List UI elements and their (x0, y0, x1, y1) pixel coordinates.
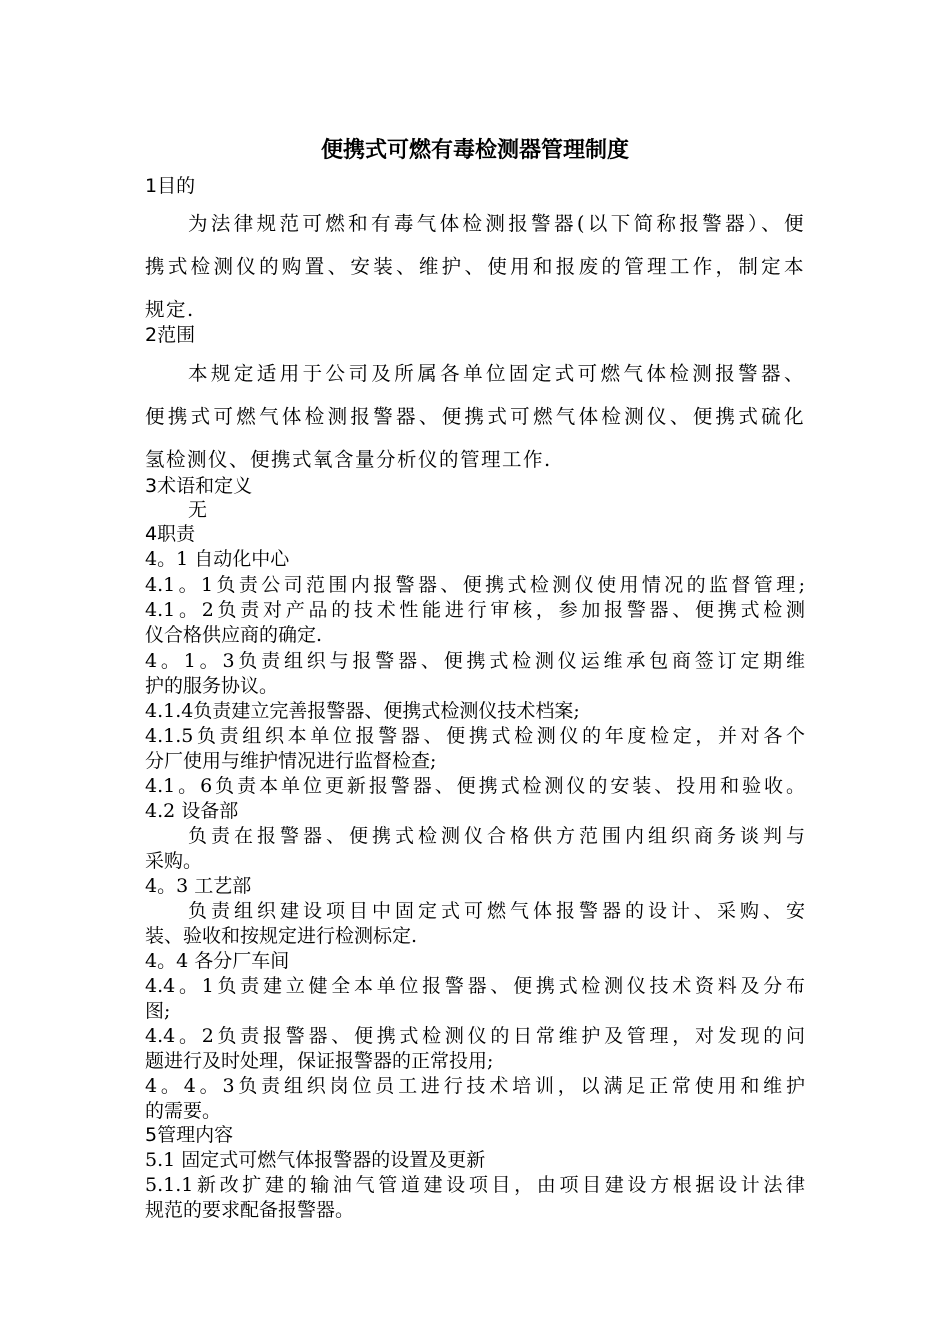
paragraph-line: 仪合格供应商的确定. (145, 624, 323, 646)
paragraph-line: 负责在报警器、便携式检测仪合格供方范围内组织商务谈判与 (188, 825, 805, 847)
paragraph-line: 护的服务协议。 (145, 675, 279, 697)
paragraph-line: 4。1。3负责组织与报警器、便携式检测仪运维承包商签订定期维 (145, 650, 805, 672)
paragraph-line: 本规定适用于公司及所属各单位固定式可燃气体检测报警器、 (188, 362, 805, 385)
paragraph-line: 携式检测仪的购置、安装、维护、使用和报废的管理工作，制定本 (145, 255, 805, 278)
paragraph-line: 5.1.1新改扩建的输油气管道建设项目，由项目建设方根据设计法律 (145, 1174, 805, 1196)
paragraph-line: 采购。 (145, 850, 203, 872)
paragraph-line: 为法律规范可燃和有毒气体检测报警器(以下简称报警器）、便 (188, 212, 805, 235)
paragraph-line: 负责组织建设项目中固定式可燃气体报警器的设计、采购、安 (188, 900, 805, 922)
paragraph-line: 4.1。2负责对产品的技术性能进行审核，参加报警器、便携式检测 (145, 599, 805, 621)
section-heading-terms: 3术语和定义 (145, 475, 253, 497)
paragraph-line: 4。4。3负责组织岗位员工进行技术培训，以满足正常使用和维护 (145, 1075, 805, 1097)
subsection-heading: 4。1 自动化中心 (145, 548, 290, 570)
paragraph-line: 4.1.5负责组织本单位报警器、便携式检测仪的年度检定，并对各个 (145, 725, 805, 747)
paragraph-line: 装、验收和按规定进行检测标定. (145, 925, 418, 947)
paragraph-line: 氢检测仪、便携式氧含量分析仪的管理工作. (145, 448, 552, 471)
paragraph-line: 4.4。1负责建立健全本单位报警器、便携式检测仪技术资料及分布 (145, 975, 805, 997)
paragraph-line: 规定. (145, 298, 195, 321)
subsection-heading: 5.1 固定式可燃气体报警器的设置及更新 (145, 1149, 486, 1171)
subsection-heading: 4。4 各分厂车间 (145, 950, 290, 972)
section-heading-duties: 4职责 (145, 523, 196, 545)
paragraph-line: 的需要。 (145, 1100, 222, 1122)
document-title: 便携式可燃有毒检测器管理制度 (320, 138, 629, 163)
section-heading-scope: 2范围 (145, 324, 196, 346)
paragraph-line: 图; (145, 1000, 171, 1022)
paragraph-line: 规范的要求配备报警器。 (145, 1199, 355, 1221)
paragraph-line: 题进行及时处理，保证报警器的正常投用; (145, 1050, 494, 1072)
paragraph-line: 分厂使用与维护情况进行监督检查; (145, 750, 437, 772)
paragraph-line: 4.1。6负责本单位更新报警器、便携式检测仪的安装、投用和验收。 (145, 775, 805, 797)
paragraph-line: 4.4。2负责报警器、便携式检测仪的日常维护及管理，对发现的问 (145, 1025, 805, 1047)
paragraph-line: 无 (188, 499, 208, 521)
section-heading-management: 5管理内容 (145, 1124, 234, 1146)
paragraph-line: 便携式可燃气体检测报警器、便携式可燃气体检测仪、便携式硫化 (145, 405, 805, 428)
subsection-heading: 4。3 工艺部 (145, 875, 252, 897)
section-heading-purpose: 1目的 (145, 175, 196, 197)
paragraph-line: 4.1。1负责公司范围内报警器、便携式检测仪使用情况的监督管理; (145, 574, 805, 596)
paragraph-line: 4.1.4负责建立完善报警器、便携式检测仪技术档案; (145, 700, 580, 722)
subsection-heading: 4.2 设备部 (145, 800, 239, 822)
